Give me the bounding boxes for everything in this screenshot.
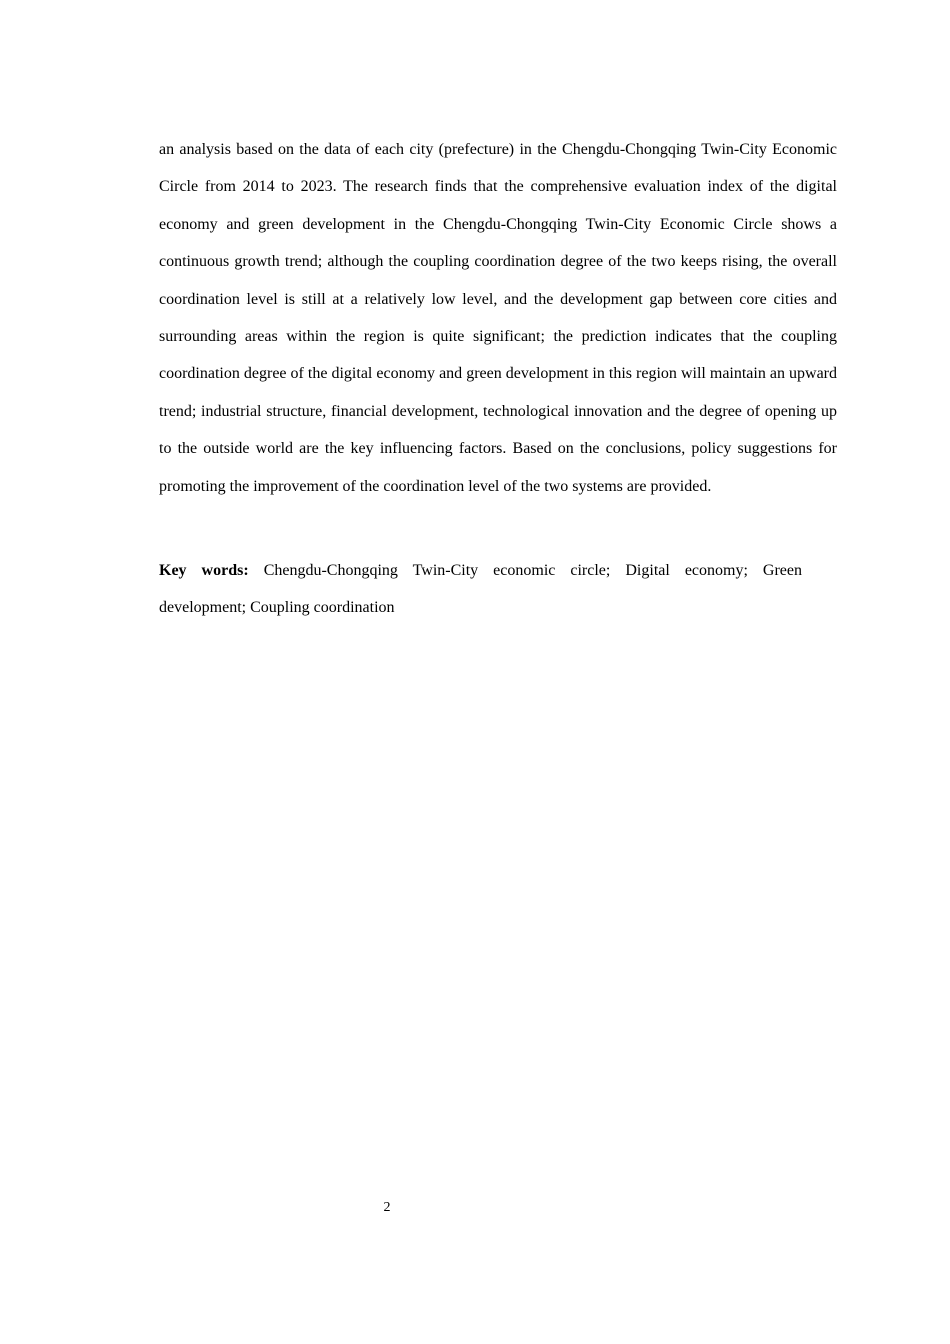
keywords-line [159,552,802,626]
keywords-text: Chengdu-Chongqing Twin-City economic circle; Digital economy; Green development; Coupling coordination [159,562,803,616]
page-number: 2 [383,1200,391,1215]
abstract-paragraph: an analysis based on the data of each city (prefecture) in the Chengdu-Chongqing Twin-City Economic Circle from 2014 to 2023. The research finds that the comprehensive evaluation index of the digital economy and green development in the Chengdu-Chongqing Twin-City Economic Circle shows a continuous growth trend; although the coupling coordination degree of the two keeps rising, the overall coordination level is still at a relatively low level, and the development gap between core cities and surrounding areas within the region is quite significant; the prediction indicates that the coupling coordination degree of the digital economy and green development in this region will maintain an upward trend; industrial structure, financial development, technological innovation and the degree of opening up to the outside world are the key influencing factors. Based on the conclusions, policy suggestions for promoting the improvement of the coordination level of the two systems are provided. [159,141,837,495]
keywords-label: Key words: [159,562,249,579]
